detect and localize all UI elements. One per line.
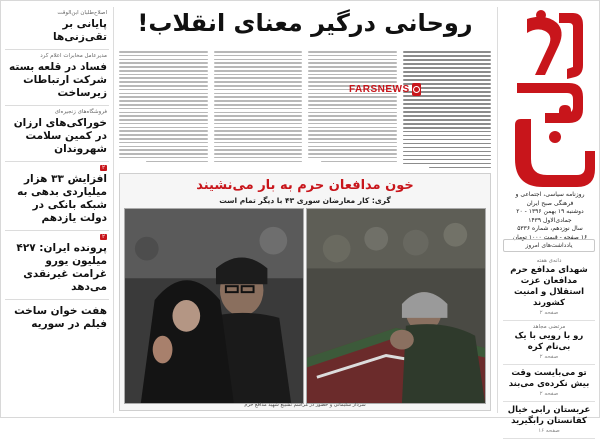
left-teaser[interactable] [5,162,109,231]
left-teaser[interactable] [5,231,109,300]
left-teaser-head: پرونده ایران: ۴۲۷ میلیون یورو غرامت غیرنقدی می‌دهد [16,242,107,293]
right-teaser-kicker: مرتضی مجاهد [532,324,566,330]
photo-section [119,173,491,411]
article-column [403,49,492,171]
left-teaser-head: هفت خوان ساخت فیلم در سوریه [14,305,107,330]
left-teaser-head: خوراکی‌های ارزان در کمین سلامت شهروندان [13,117,107,155]
photo-caption-note: سردار سلیمانی و حضور در مراسم تشییع شهید مدافع حرم [244,402,366,408]
right-teaser-page: صفحه ۲ [539,391,559,397]
article-body [119,49,491,171]
right-teaser-page: صفحه ۱۶ [538,428,560,434]
masthead-info [507,191,593,242]
masthead-logo [507,5,593,187]
farsnews-wordmark: FARSNEWS [349,83,410,95]
column-divider [113,7,114,413]
notes-box-label: یادداشت‌های امروز [503,239,595,252]
article-column [214,49,303,171]
page-number-badge: ۲ [102,234,105,240]
article-column [119,49,208,171]
masthead-price: ۱۶ صفحه - قیمت ۱۰۰۰ تومان [512,233,588,241]
left-teaser[interactable] [5,50,109,106]
article-column [308,49,397,171]
farsnews-logo [349,81,421,97]
right-teaser-page: صفحه ۲ [539,354,559,360]
left-teaser-head: پایانی بر تقی‌زنی‌ها [53,18,107,43]
left-teaser[interactable] [5,106,109,162]
masthead-date: دوشنبه ۱۹ بهمن ۱۳۹۶ - ۲۰ جمادی‌الاول ۱۴۳۹ [516,208,584,224]
right-teaser[interactable] [503,255,595,321]
masthead [501,1,599,241]
right-teaser[interactable] [503,321,595,365]
left-teaser-head: افزایش ۳۳ هزار میلیاردی بدهی به شبکه بانکی در دولت یازدهم [17,173,107,224]
left-teaser-kicker: فروشگاه‌های زنجیره‌ای [54,109,107,115]
photo-section-subtitle: گری: کار معارضان سوری ۴۳ با دیگر تمام است [219,196,391,205]
right-teaser-head: شهدای مدافع حرم مدافعان عزت استقلال و امنیت کشورند [510,265,588,308]
page-number-badge: ۲ [102,165,105,171]
masthead-tagline: روزنامه سیاسی، اجتماعی و فرهنگی صبح ایران [515,191,585,207]
right-teaser-head: تو می‌بایست وقت بیش نکرده‌ی می‌بند [508,368,590,389]
right-column [503,239,595,439]
right-teaser-head: عربستان رابی خیال کفانستان رابگیرید [507,405,591,426]
left-teaser[interactable] [5,300,109,336]
right-teaser-head: رو با رویی با یک بی‌نام کره [514,331,584,352]
photo-section-title[interactable]: خون مدافعان حرم به بار می‌نشیند [196,178,414,193]
right-teaser[interactable] [503,365,595,402]
right-teaser[interactable] [503,402,595,439]
left-teaser-kicker [7,234,107,240]
left-teaser[interactable] [5,7,109,50]
left-teaser-kicker: مدیرعامل مخابرات اعلام کرد [40,53,107,59]
column-divider [497,7,498,413]
left-teaser-kicker: اصلاح‌طلبان ابن‌الوقت [57,10,107,16]
main-headline[interactable]: روحانی درگیر معنای انقلاب! [137,9,473,37]
photo-mourners [124,208,304,404]
photo-commander [306,208,486,404]
right-teaser-page: صفحه ۲ [539,310,559,316]
masthead-year: سال نوزدهم، شماره ۵۳۳۶ [517,225,583,232]
left-teaser-head: فساد در قلعه بسته شرکت ارتباطات زیرساخت [8,61,107,99]
right-teaser-kicker: دانه‌ی هفته [536,258,562,264]
left-teaser-kicker [7,165,107,171]
left-column [5,7,109,336]
farsnews-mark-icon [412,83,421,96]
